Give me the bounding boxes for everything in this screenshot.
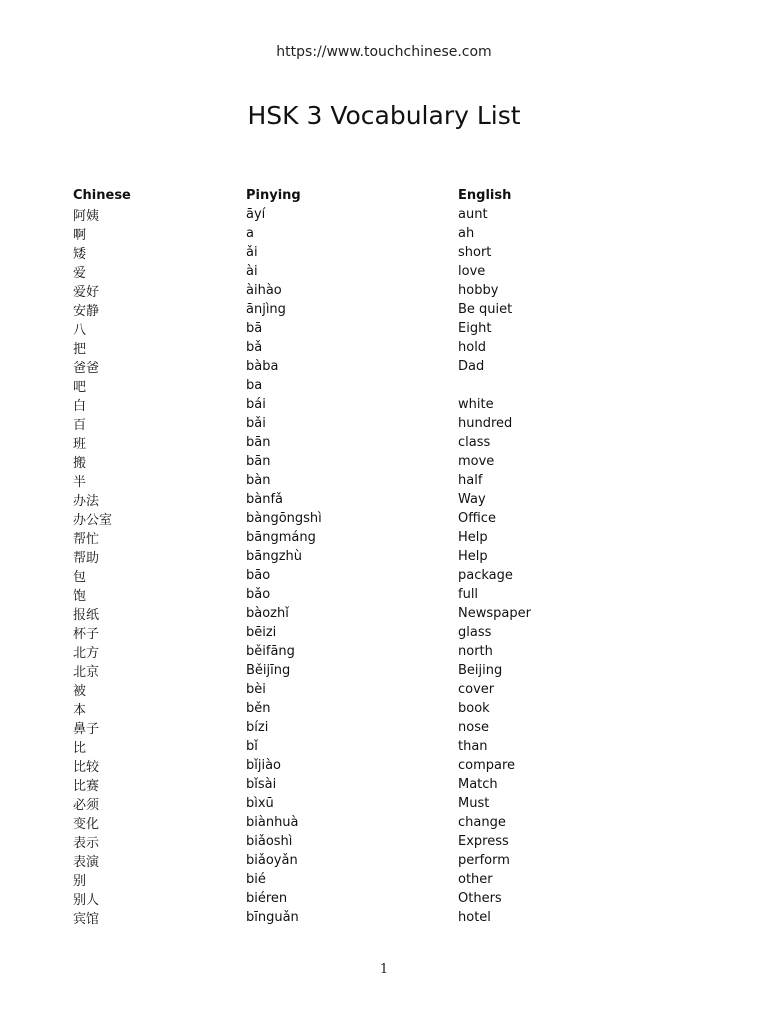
cell-english: hotel bbox=[458, 910, 491, 925]
cell-english: ah bbox=[458, 226, 475, 241]
cell-pinyin: biànhuà bbox=[246, 815, 299, 830]
cell-chinese: 搬 bbox=[73, 456, 87, 471]
cell-pinyin: ba bbox=[246, 378, 263, 393]
table-row bbox=[73, 300, 633, 319]
cell-pinyin: běifāng bbox=[246, 644, 295, 659]
cell-english: other bbox=[458, 872, 493, 887]
cell-chinese: 办法 bbox=[73, 494, 100, 509]
table-row bbox=[73, 737, 633, 756]
cell-pinyin: bái bbox=[246, 397, 266, 412]
cell-pinyin: bǎ bbox=[246, 340, 263, 355]
cell-chinese: 阿姨 bbox=[73, 209, 100, 224]
cell-english: Help bbox=[458, 549, 488, 564]
cell-english: Express bbox=[458, 834, 509, 849]
table-row bbox=[73, 243, 633, 262]
table-row bbox=[73, 889, 633, 908]
cell-english: Be quiet bbox=[458, 302, 513, 317]
cell-chinese: 啊 bbox=[73, 228, 87, 243]
cell-pinyin: běn bbox=[246, 701, 271, 716]
cell-chinese: 变化 bbox=[73, 817, 100, 832]
cell-pinyin: ǎi bbox=[246, 245, 258, 260]
page-title: HSK 3 Vocabulary List bbox=[247, 101, 521, 130]
cell-english: glass bbox=[458, 625, 492, 640]
table-row bbox=[73, 262, 633, 281]
header-url: https://www.touchchinese.com bbox=[276, 44, 492, 60]
cell-chinese: 北京 bbox=[73, 665, 100, 680]
cell-english: Eight bbox=[458, 321, 492, 336]
cell-english: short bbox=[458, 245, 492, 260]
cell-pinyin: bēizi bbox=[246, 625, 277, 640]
table-row bbox=[73, 414, 633, 433]
table-row bbox=[73, 642, 633, 661]
cell-english: move bbox=[458, 454, 495, 469]
cell-pinyin: bàba bbox=[246, 359, 279, 374]
cell-english: Newspaper bbox=[458, 606, 531, 621]
cell-pinyin: bān bbox=[246, 454, 271, 469]
cell-english: nose bbox=[458, 720, 489, 735]
table-row bbox=[73, 490, 633, 509]
cell-pinyin: bā bbox=[246, 321, 263, 336]
cell-english: white bbox=[458, 397, 494, 412]
cell-pinyin: bǐsài bbox=[246, 777, 277, 792]
cell-pinyin: ānjìng bbox=[246, 302, 286, 317]
cell-english: package bbox=[458, 568, 513, 583]
cell-chinese: 爸爸 bbox=[73, 361, 100, 376]
table-row bbox=[73, 870, 633, 889]
cell-pinyin: biǎoyǎn bbox=[246, 853, 298, 868]
cell-chinese: 被 bbox=[73, 684, 87, 699]
cell-chinese: 白 bbox=[73, 399, 87, 414]
cell-chinese: 安静 bbox=[73, 304, 100, 319]
table-row bbox=[73, 205, 633, 224]
table-row bbox=[73, 281, 633, 300]
cell-pinyin: bìxū bbox=[246, 796, 274, 811]
table-row bbox=[73, 566, 633, 585]
cell-pinyin: bèi bbox=[246, 682, 266, 697]
cell-chinese: 爱 bbox=[73, 266, 87, 281]
table-row bbox=[73, 395, 633, 414]
cell-chinese: 吧 bbox=[73, 380, 87, 395]
page-number: 1 bbox=[379, 962, 389, 977]
table-row bbox=[73, 376, 633, 395]
cell-english: class bbox=[458, 435, 491, 450]
cell-chinese: 表示 bbox=[73, 836, 100, 851]
cell-pinyin: bǐjiào bbox=[246, 758, 282, 773]
cell-pinyin: bān bbox=[246, 435, 271, 450]
cell-chinese: 矮 bbox=[73, 247, 87, 262]
cell-pinyin: bāngmáng bbox=[246, 530, 316, 545]
cell-english: Others bbox=[458, 891, 502, 906]
cell-english: hundred bbox=[458, 416, 513, 431]
table-row bbox=[73, 319, 633, 338]
cell-chinese: 别 bbox=[73, 874, 87, 889]
cell-english: north bbox=[458, 644, 493, 659]
cell-english: love bbox=[458, 264, 486, 279]
cell-pinyin: bànfǎ bbox=[246, 492, 284, 507]
cell-english: half bbox=[458, 473, 483, 488]
table-row bbox=[73, 832, 633, 851]
cell-pinyin: àihào bbox=[246, 283, 282, 298]
table-row bbox=[73, 908, 633, 927]
cell-chinese: 比 bbox=[73, 741, 87, 756]
cell-english: Help bbox=[458, 530, 488, 545]
column-header-english: English bbox=[458, 188, 512, 203]
table-row bbox=[73, 509, 633, 528]
cell-english: book bbox=[458, 701, 490, 716]
cell-pinyin: biǎoshì bbox=[246, 834, 293, 849]
table-row bbox=[73, 528, 633, 547]
cell-pinyin: bīnguǎn bbox=[246, 910, 299, 925]
cell-chinese: 帮助 bbox=[73, 551, 100, 566]
cell-pinyin: āyí bbox=[246, 207, 266, 222]
table-row bbox=[73, 718, 633, 737]
cell-pinyin: bàngōngshì bbox=[246, 511, 322, 526]
cell-pinyin: bié bbox=[246, 872, 266, 887]
cell-chinese: 八 bbox=[73, 323, 87, 338]
cell-chinese: 饱 bbox=[73, 589, 87, 604]
table-body bbox=[73, 205, 633, 927]
cell-chinese: 北方 bbox=[73, 646, 100, 661]
cell-pinyin: bāo bbox=[246, 568, 271, 583]
cell-english: perform bbox=[458, 853, 510, 868]
table-row bbox=[73, 661, 633, 680]
cell-english: hobby bbox=[458, 283, 499, 298]
cell-pinyin: Běijīng bbox=[246, 663, 291, 678]
table-row bbox=[73, 338, 633, 357]
table-header-row bbox=[73, 186, 633, 205]
cell-chinese: 帮忙 bbox=[73, 532, 100, 547]
cell-chinese: 杯子 bbox=[73, 627, 100, 642]
table-row bbox=[73, 813, 633, 832]
cell-pinyin: bǐ bbox=[246, 739, 258, 754]
cell-english: than bbox=[458, 739, 488, 754]
vocabulary-table bbox=[73, 186, 633, 927]
cell-chinese: 班 bbox=[73, 437, 87, 452]
cell-chinese: 百 bbox=[73, 418, 87, 433]
cell-english: hold bbox=[458, 340, 487, 355]
cell-pinyin: bàozhǐ bbox=[246, 606, 289, 621]
cell-chinese: 把 bbox=[73, 342, 87, 357]
cell-chinese: 比较 bbox=[73, 760, 100, 775]
table-row bbox=[73, 357, 633, 376]
cell-english: full bbox=[458, 587, 479, 602]
table-row bbox=[73, 756, 633, 775]
table-row bbox=[73, 794, 633, 813]
table-row bbox=[73, 224, 633, 243]
cell-pinyin: ài bbox=[246, 264, 258, 279]
cell-chinese: 鼻子 bbox=[73, 722, 100, 737]
cell-chinese: 爱好 bbox=[73, 285, 100, 300]
cell-chinese: 包 bbox=[73, 570, 87, 585]
cell-chinese: 别人 bbox=[73, 893, 100, 908]
cell-english: Beijing bbox=[458, 663, 503, 678]
cell-chinese: 比赛 bbox=[73, 779, 100, 794]
cell-english: Match bbox=[458, 777, 498, 792]
cell-chinese: 必须 bbox=[73, 798, 100, 813]
table-row bbox=[73, 699, 633, 718]
cell-english: Office bbox=[458, 511, 496, 526]
table-row bbox=[73, 547, 633, 566]
table-row bbox=[73, 585, 633, 604]
cell-pinyin: a bbox=[246, 226, 254, 241]
cell-english: Dad bbox=[458, 359, 485, 374]
table-row bbox=[73, 433, 633, 452]
cell-chinese: 本 bbox=[73, 703, 87, 718]
cell-english: Way bbox=[458, 492, 486, 507]
table-row bbox=[73, 623, 633, 642]
table-row bbox=[73, 471, 633, 490]
cell-chinese: 报纸 bbox=[73, 608, 100, 623]
cell-english: compare bbox=[458, 758, 516, 773]
cell-pinyin: bāngzhù bbox=[246, 549, 303, 564]
cell-pinyin: bàn bbox=[246, 473, 271, 488]
cell-pinyin: bǎi bbox=[246, 416, 266, 431]
column-header-chinese: Chinese bbox=[73, 188, 131, 203]
cell-pinyin: bízi bbox=[246, 720, 269, 735]
cell-pinyin: bǎo bbox=[246, 587, 271, 602]
table-row bbox=[73, 851, 633, 870]
table-row bbox=[73, 680, 633, 699]
cell-chinese: 办公室 bbox=[73, 513, 113, 528]
cell-pinyin: biéren bbox=[246, 891, 288, 906]
table-row bbox=[73, 775, 633, 794]
table-row bbox=[73, 604, 633, 623]
cell-english: Must bbox=[458, 796, 490, 811]
cell-english: change bbox=[458, 815, 506, 830]
cell-chinese: 半 bbox=[73, 475, 87, 490]
cell-chinese: 表演 bbox=[73, 855, 100, 870]
table-row bbox=[73, 452, 633, 471]
cell-english: aunt bbox=[458, 207, 488, 222]
cell-english: cover bbox=[458, 682, 495, 697]
column-header-pinyin: Pinying bbox=[246, 188, 301, 203]
cell-chinese: 宾馆 bbox=[73, 912, 100, 927]
